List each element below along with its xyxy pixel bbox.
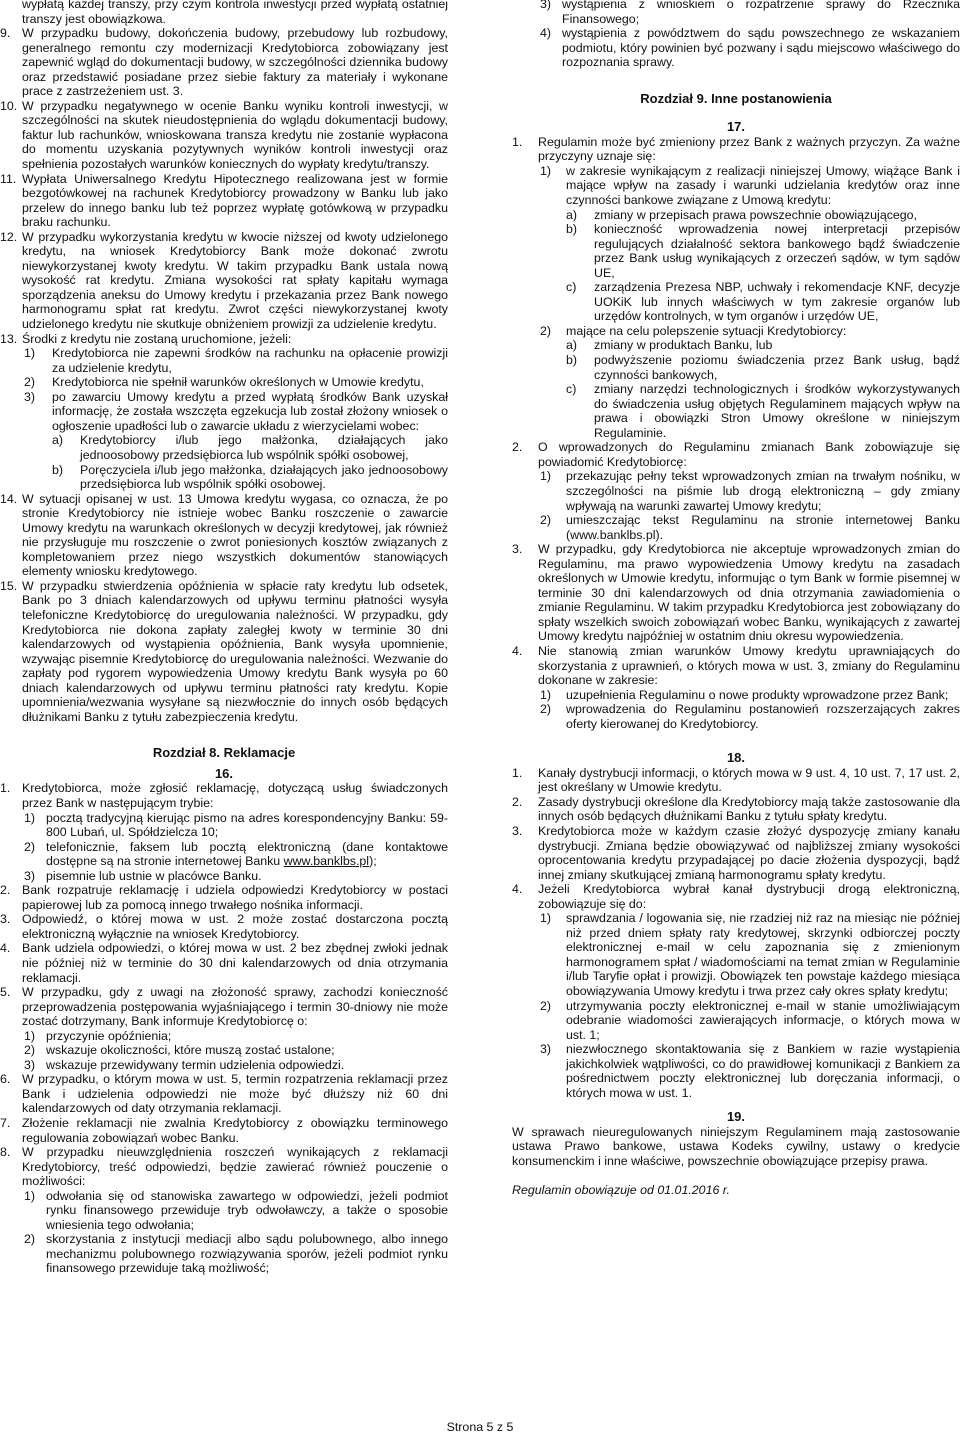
list-item: 1) przyczynie opóźnienia;: [24, 1028, 172, 1043]
complaint-7: 7. Złożenie reklamacji nie zwalnia Kredytobiorcy z obowiązku terminowego regulowania zobowiązań wobec Banku.: [0, 1116, 448, 1145]
chapter-8-heading: Rozdział 8. Reklamacje: [152, 745, 296, 761]
list-item: 1) pocztą tradycyjną kierując pismo na adres korespondencyjny Banku: 59-800 Lubań, ul. Spółdzielcza 10;: [24, 810, 448, 840]
section-16-number: 16.: [214, 765, 234, 781]
list-item: 3) wskazuje przewidywany termin udzielenia odpowiedzi.: [24, 1057, 345, 1072]
list-item: 2) mające na celu polepszenie sytuacji Kredytobiorcy:: [540, 323, 847, 338]
complaint-6: 6. W przypadku, o którym mowa w ust. 5, termin rozpatrzenia reklamacji przez Bank i udzielenia odpowiedzi nie może być dłuższy niż 60 dni kalendarzowych od daty otrzymania reklamacji.: [0, 1072, 448, 1116]
paragraph-9: 9. W przypadku budowy, dokończenia budowy, przebudowy lub rozbudowy, generalnego remontu czy modernizacji Kredytobiorca zobowiązany jest zapewnić wgląd do dokumentacji budowy, w szczególności dziennika budowy oraz przedstawić posiadane przez siebie faktury za materiały i wykonane prace z zastrzeżeniem ust. 3.: [0, 26, 448, 99]
intro-paragraph: wypłatą każdej transzy, przy czym kontrola inwestycji przed wypłatą ostatniej transzy jest obowiązkowa.: [22, 0, 448, 26]
list-item: 3) pisemnie lub ustnie w placówce Banku.: [24, 868, 262, 883]
list-item: 3) niezwłocznego skontaktowania się z Bankiem w razie wystąpienia jakichkolwiek wątpliwości, co do prawidłowej komunikacji z Bankiem za pośrednictwem poczty elektronicznej lub doręczania informacji, o których mowa w ust. 1.: [540, 1042, 960, 1100]
paragraph-10: 10. W przypadku negatywnego w ocenie Banku wyniku kontroli inwestycji, w szczególności na skutek nieudostępnienia do wglądu dokumentacji budowy, faktur lub rachunków, wnioskowana transza kredytu nie zostanie wypłacona do momentu uzyskania pozytywnych wyników kontroli inwestycji oraz spełnienia pozostałych warunków koniecznych do wypłaty kredytu/transzy.: [0, 98, 448, 172]
list-item: 1) w zakresie wynikającym z realizacji niniejszej Umowy, wiążące Bank i mające wpływ na zasady i warunki udzielania kredytów oraz inne czynności bankowe związane z Umową kredytu:: [540, 163, 960, 208]
list-item: 2) wprowadzenia do Regulaminu postanowień rozszerzających zakres oferty kierowanej do Kredytobiorcy.: [540, 702, 960, 731]
list-item: 2) wskazuje okoliczności, które muszą zostać ustalone;: [24, 1043, 335, 1058]
list-item: 2) umieszczając tekst Regulaminu na stronie internetowej Banku (www.banklbs.pl).: [540, 513, 960, 542]
complaint-1: 1. Kredytobiorca, może zgłosić reklamację, dotyczącą usług świadczonych przez Bank w następującym trybie:: [0, 781, 448, 810]
paragraph-14: 14. W sytuacji opisanej w ust. 13 Umowa kredytu wygasa, co oznacza, że po stronie Kredytobiorcy nie istnieje wobec Banku roszczenie o zawarcie Umowy kredytu na warunkach określonych w decyzji kredytowej, jak również nie przysługuje mu roszczenie o zwrot poniesionych kosztów związanych z kompletowaniem przez niego wszystkich dokumentów stanowiących elementy wniosku kredytowego.: [0, 491, 448, 579]
paragraph-15: 15. W przypadku stwierdzenia opóźnienia w spłacie raty kredytu lub odsetek, Bank po 3 dniach kalendarzowych od upływu terminu płatności wysyła telefoniczne Kredytobiorcę do uregulowania należności. W przypadku, gdy Kredytobiorca nie dokona zapłaty zaległej kwoty w terminie 30 dni kalendarzowych od wystąpienia opóźnienia, Bank wysyła upomnienie, wzywając pisemnie Kredytobiorcę do uregulowania należności. Wezwanie do zapłaty pod rygorem wypowiedzenia Umowy kredytu Bank wysyła po 60 dniach kalendarzowych od upływu terminu płatności raty kredytu. Kopie upomnienia/wezwania wysyłane są niezwłocznie do innych osób będących dłużnikami Banku z tytułu zabezpieczenia kredytu.: [0, 578, 448, 724]
amendment-1: 1. Regulamin może być zmieniony przez Bank z ważnych przyczyn. Za ważne przyczyny uznaje się:: [512, 134, 960, 164]
list-item: 2) utrzymywania poczty elektronicznej e-mail w stanie umożliwiającym odebranie wiadomości zawierających informacje, o których mowa w ust. 1;: [540, 998, 960, 1042]
complaint-3: 3. Odpowiedź, o której mowa w ust. 2 może zostać dostarczona pocztą elektroniczną wyłącznie na wniosek Kredytobiorcy.: [0, 912, 448, 941]
section-19-paragraph: W sprawach nieuregulowanych niniejszym Regulaminem mają zastosowanie ustawa Prawo bankowe, ustawa Kodeks cywilny, ustawy o kredycie konsumenckim i inne właściwe, powszechnie obowiązujące przepisy prawa.: [512, 1124, 960, 1169]
distribution-1: 1. Kanały dystrybucji informacji, o których mowa w 9 ust. 4, 10 ust. 7, 17 ust. 2, jest określany w Umowie kredytu.: [512, 765, 960, 795]
distribution-3: 3. Kredytobiorca może w każdym czasie złożyć dyspozycję zmiany kanału dystrybucji. Zmiana będzie obowiązywać od najbliższej zmiany wysokości oprocentowania kredytu przypadającej po dacie złożenia dyspozycji, bądź innej zmiany skutkującej zmianą harmonogramu spłaty kredytu.: [512, 823, 960, 882]
complaint-4: 4. Bank udziela odpowiedzi, o której mowa w ust. 2 bez zbędnej zwłoki jednak nie później niż w terminie do 30 dni kalendarzowych od dnia otrzymania reklamacji.: [0, 941, 448, 985]
list-subitem: a) Kredytobiorcy i/lub jego małżonka, działających jako jednoosobowy przedsiębiorca lub wspólnik spółki osobowej,: [52, 433, 448, 462]
effective-date-note: Regulamin obowiązuje od 01.01.2016 r.: [512, 1182, 730, 1197]
list-subitem: b) podwyższenie poziomu świadczenia przez Bank usług, bądź czynności bankowych,: [566, 353, 960, 382]
list-subitem: a) zmiany w produktach Banku, lub: [566, 338, 773, 353]
list-item: 2) Kredytobiorca nie spełnił warunków określonych w Umowie kredytu,: [24, 375, 424, 390]
paragraph-12: 12. W przypadku wykorzystania kredytu w kwocie niższej od kwoty udzielonego kredytu, na wniosek Kredytobiorcy Bank może dokonać zwrotu niewykorzystanej kwoty kredytu. W takim przypadku Bank ustala nową wysokość rat kredytu. Zmiana wysokości rat spłaty kapitału wymaga sporządzenia aneksu do Umowy kredytu i przekazania przez Bank nowego harmonogramu spłat rat kredytu. Zwrot części niewykorzystanej kwoty udzielonego kredytu nie skutkuje obniżeniem prowizji za udzielenie kredytu.: [0, 229, 448, 332]
complaint-5: 5. W przypadku, gdy z uwagi na złożoność sprawy, zachodzi konieczność przeprowadzenia postępowania wyjaśniającego i termin 30-dniowy nie może zostać dotrzymany, Bank informuje Kredytobiorcę o:: [0, 985, 448, 1029]
page-number: Strona 5 z 5: [446, 1420, 514, 1434]
list-item: 1) sprawdzania / logowania się, nie rzadziej niż raz na miesiąc nie później niż przed dniem spłaty raty kredytowej, skrzynki odbiorczej poczty elektronicznej e-mail w celu zapoznania się z zmienionym harmonogramem spłat / wiadomościami na temat zmian w Regulaminie i/lub Taryfie opłat i prowizji. Obowiązek ten powstaje każdego miesiąca obowiązywania Umowy kredytu i trwa przez cały okres spłaty kredytu;: [540, 911, 960, 998]
amendment-2: 2. O wprowadzonych do Regulaminu zmianach Bank zobowiązuje się powiadomić Kredytobiorcę:: [512, 440, 960, 469]
complaint-2: 2. Bank rozpatruje reklamację i udziela odpowiedzi Kredytobiorcy w postaci papierowej lub za pomocą innego trwałego nośnika informacji.: [0, 883, 448, 912]
list-subitem: a) zmiany w przepisach prawa powszechnie obowiązującego,: [566, 207, 918, 222]
amendment-4: 4. Nie stanowią zmian warunków Umowy kredytu uprawniających do skorzystania z uprawnień, o których mowa w ust. 3, zmiany do Regulaminu dokonane w zakresie:: [512, 643, 960, 688]
list-subitem: b) Poręczyciela i/lub jego małżonka, działających jako jednoosobowy przedsiębiorca lub wspólnik spółki osobowej.: [52, 462, 448, 492]
distribution-4: 4. Jeżeli Kredytobiorca wybrał kanał dystrybucji drogą elektroniczną, zobowiązuje się do:: [512, 882, 960, 911]
list-subitem: c) zarządzenia Prezesa NBP, uchwały i rekomendacje KNF, decyzje UOKiK lub innych właściwych w tym zakresie organów lub urzędów kontrolnych, w tym organów i urzędów UE,: [566, 280, 960, 324]
complaint-8: 8. W przypadku nieuwzględnienia roszczeń wynikających z reklamacji Kredytobiorcy, treść odpowiedzi, będzie zawierać również pouczenie o możliwości:: [0, 1145, 448, 1189]
chapter-9-heading: Rozdział 9. Inne postanowienia: [640, 90, 832, 106]
list-item: 2) telefonicznie, faksem lub pocztą elektroniczną (dane kontaktowe dostępne są na stronie internetowej Banku www.banklbs.pl);: [24, 839, 448, 869]
distribution-2: 2. Zasady dystrybucji określone dla Kredytobiorcy mają także zastosowanie dla innych osób będących dłużnikami Banku z tytułu spłaty kredytu.: [512, 794, 960, 824]
bank-website-link[interactable]: www.banklbs.pl: [283, 854, 370, 869]
amendment-3: 3. W przypadku, gdy Kredytobiorca nie akceptuje wprowadzonych zmian do Regulaminu, ma prawo wypowiedzenia Umowy kredytu na zasadach określonych w Umowie kredytu, informując o tym Bank w formie pisemnej w terminie 30 dni kalendarzowych od dnia otrzymania zawiadomienia o zmianie Regulaminu. W takim przypadku Kredytobiorca jest zobowiązany do spłaty wszelkich swoich zobowiązań wobec Banku, wynikających z zawartej Umowy kredytu najpóźniej w ostatnim dniu okresu wypowiedzenia.: [512, 542, 960, 644]
list-subitem: c) zmiany narzędzi technologicznych i środków wykorzystywanych do świadczenia usług objętych Regulaminem mających wpływ na prawa i obowiązki Stron Umowy określone w niniejszym Regulaminie.: [566, 382, 960, 440]
list-item: 4) wystąpienia z powództwem do sądu powszechnego ze wskazaniem podmiotu, który powinien być pozwany i sądu miejscowo właściwego do rozpoznania sprawy.: [540, 26, 960, 70]
list-item: 2) skorzystania z instytucji mediacji albo sądu polubownego, albo innego mechanizmu polubownego rozwiązywania sporów, jeżeli podmiot rynku finansowego przewiduje taką możliwość;: [24, 1232, 448, 1276]
section-19-number: 19.: [726, 1109, 746, 1125]
list-item: 1) odwołania się od stanowiska zawartego w odpowiedzi, jeżeli podmiot rynku finansowego przewiduje tryb odwoławczy, a także o sposobie wniesienia tego odwołania;: [24, 1188, 448, 1232]
section-18-number: 18.: [726, 750, 746, 766]
paragraph-13: 13. Środki z kredytu nie zostaną uruchomione, jeżeli:: [0, 331, 292, 346]
list-item: 1) przekazując pełny tekst wprowadzonych zmian na trwałym nośniku, w szczególności na piśmie lub drogą elektroniczną – gdy zmiany wpływają na warunki zawartej Umowy kredytu;: [540, 469, 960, 513]
section-17-number: 17.: [726, 119, 746, 135]
list-item: 1) uzupełnienia Regulaminu o nowe produkty wprowadzone przez Bank;: [540, 687, 949, 702]
list-item: 1) Kredytobiorca nie zapewni środków na rachunku na opłacenie prowizji za udzielenie kredytu,: [24, 346, 448, 375]
left-column: [0, 0, 448, 1276]
list-subitem: b) konieczność wprowadzenia nowej interpretacji przepisów regulujących działalność sektora bankowego bądź świadczenie przez Bank usług wynikających z orzeczeń sądów, w tym sądów UE,: [566, 222, 960, 280]
list-item: 3) wystąpienia z wnioskiem o rozpatrzenie sprawy do Rzecznika Finansowego;: [540, 0, 960, 26]
paragraph-11: 11. Wypłata Uniwersalnego Kredytu Hipotecznego realizowana jest w formie bezgotówkowej na rachunek Kredytobiorcy prowadzony w Banku lub jako przelew do innego banku lub też poprzez wypłatę gotówkową w przypadku braku rachunku.: [0, 171, 448, 230]
list-item: 3) po zawarciu Umowy kredytu a przed wypłatą środków Bank uzyskał informację, że została wszczęta egzekucja lub został złożony wniosek o ogłoszenie upadłości lub o zawarcie układu z wierzycielami wobec:: [24, 389, 448, 433]
right-column: [512, 0, 960, 1197]
